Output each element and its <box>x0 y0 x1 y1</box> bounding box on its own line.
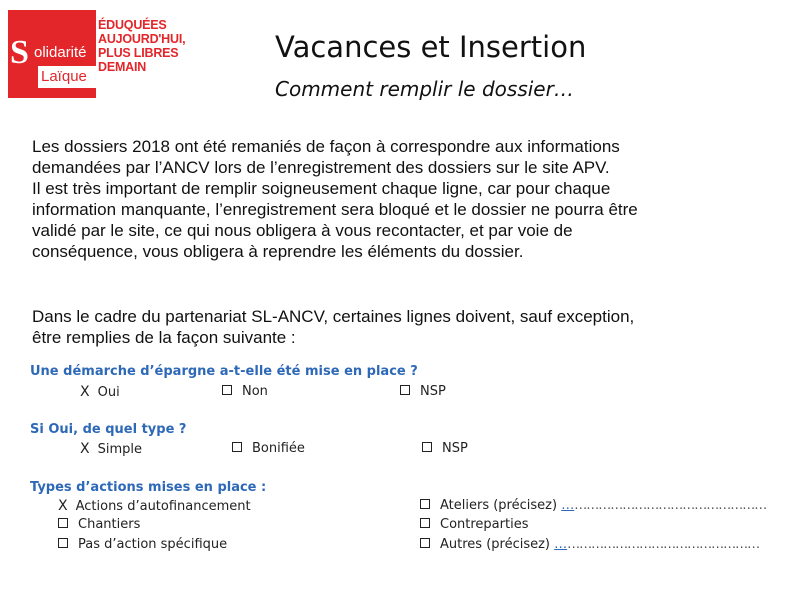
x-mark: X <box>58 498 68 514</box>
fill-in-line[interactable]: ………………………………………… <box>574 498 767 513</box>
option-label: Simple <box>97 442 142 457</box>
option-non[interactable] <box>222 384 268 399</box>
option-ateliers[interactable] <box>420 498 766 513</box>
ellipsis-link: … <box>561 498 575 513</box>
paragraph-line: Les dossiers 2018 ont été remaniés de façon à correspondre aux informations <box>32 137 620 156</box>
checkbox[interactable] <box>422 442 432 452</box>
paragraph-line: conséquence, vous obligera à reprendre les éléments du dossier. <box>32 242 524 261</box>
paragraph-line: Il est très important de remplir soigneusement chaque ligne, car pour chaque <box>32 179 611 198</box>
paragraph-line: validé par le site, ce qui nous obligera à vous recontacter, et par voie de <box>32 221 573 240</box>
logo-brand-line1: olidarité <box>34 44 87 61</box>
paragraph-line: être remplies de la façon suivante : <box>32 328 296 347</box>
option-nsp[interactable] <box>400 384 446 399</box>
option-label: Contreparties <box>440 517 529 532</box>
checkbox[interactable] <box>58 538 68 548</box>
logo-s: S <box>10 34 29 71</box>
option-contreparties[interactable] <box>420 517 528 532</box>
option-nsp-type[interactable] <box>422 441 468 456</box>
paragraph-line: demandées par l’ANCV lors de l’enregistrement des dossiers sur le site APV. <box>32 158 610 177</box>
paragraph-line: Dans le cadre du partenariat SL-ANCV, certaines lignes doivent, sauf exception, <box>32 307 635 326</box>
option-simple-checked <box>80 441 142 457</box>
question-type: Si Oui, de quel type ? <box>30 422 187 437</box>
option-pas-action[interactable] <box>58 537 227 552</box>
ellipsis-link: … <box>554 537 568 552</box>
slogan-line: ÉDUQUÉES <box>98 18 167 32</box>
paragraph-line: information manquante, l’enregistrement sera bloqué et le dossier ne pourra être <box>32 200 638 219</box>
page-title: Vacances et Insertion <box>275 30 587 64</box>
option-label: Oui <box>97 385 120 400</box>
page-subtitle: Comment remplir le dossier… <box>275 77 574 101</box>
option-autres[interactable] <box>420 537 759 552</box>
option-label: Actions d’autofinancement <box>75 499 251 514</box>
checkbox[interactable] <box>420 538 430 548</box>
x-mark: X <box>80 384 90 400</box>
checkbox[interactable] <box>232 442 242 452</box>
option-oui-checked <box>80 384 120 400</box>
option-label: Autres (précisez) <box>440 537 550 552</box>
option-label: Chantiers <box>78 517 141 532</box>
option-chantiers[interactable] <box>58 517 140 532</box>
option-label: Bonifiée <box>252 441 305 456</box>
option-label: Non <box>242 384 268 399</box>
fill-in-line[interactable]: ………………………………………… <box>567 537 760 552</box>
logo-brand-line2: Laïque <box>41 68 87 85</box>
option-autofinancement-checked <box>58 498 251 514</box>
option-label: NSP <box>420 384 446 399</box>
option-bonifiee[interactable] <box>232 441 305 456</box>
option-label: Ateliers (précisez) <box>440 498 558 513</box>
checkbox[interactable] <box>222 385 232 395</box>
checkbox[interactable] <box>400 385 410 395</box>
x-mark: X <box>80 441 90 457</box>
checkbox[interactable] <box>420 499 430 509</box>
question-actions: Types d’actions mises en place : <box>30 480 267 495</box>
option-label: Pas d’action spécifique <box>78 537 228 552</box>
slogan-line: AUJOURD'HUI, <box>98 32 186 46</box>
slogan-line: PLUS LIBRES <box>98 46 179 60</box>
checkbox[interactable] <box>420 518 430 528</box>
slogan-line: DEMAIN <box>98 60 147 74</box>
question-savings: Une démarche d’épargne a-t-elle été mise en place ? <box>30 364 418 379</box>
option-label: NSP <box>442 441 468 456</box>
checkbox[interactable] <box>58 518 68 528</box>
